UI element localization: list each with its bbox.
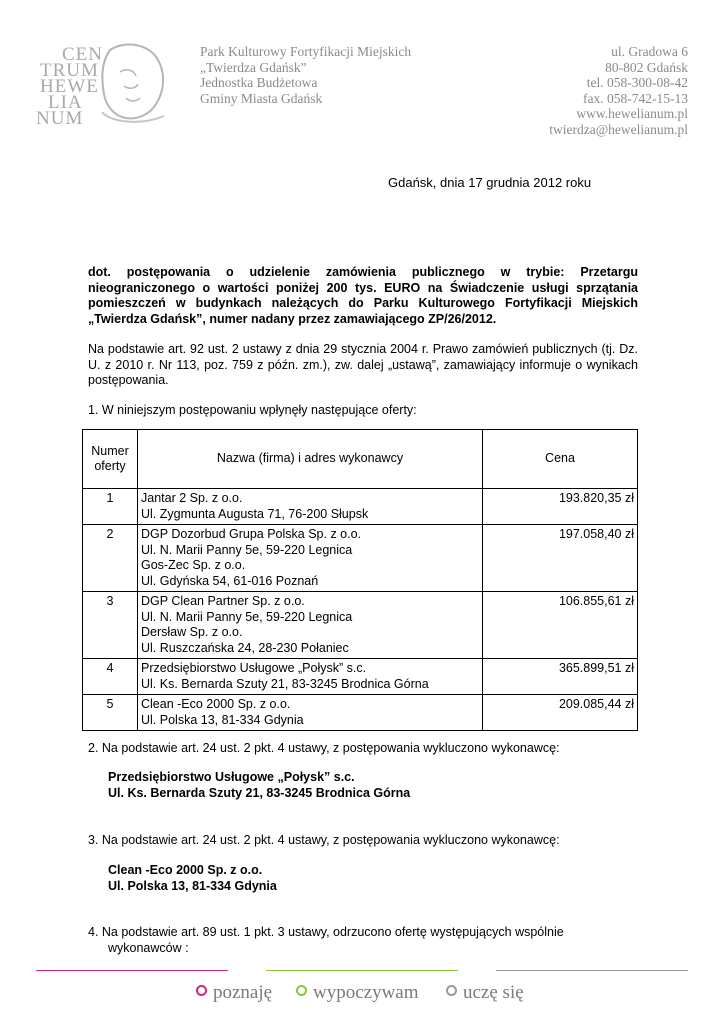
contractor-line: Jantar 2 Sp. z o.o.: [141, 491, 243, 505]
offer-number: 4: [83, 659, 138, 695]
footer-line-gray: [496, 970, 688, 971]
contractor-line: Ul. Ks. Bernarda Szuty 21, 83-3245 Brodnica Górna: [141, 676, 429, 691]
header-offer-number: [83, 430, 138, 489]
table-row: [83, 659, 638, 695]
green-dot-icon: [296, 985, 307, 996]
offer-contractor: [138, 489, 483, 525]
header-fax: fax. 058-742-15-13: [583, 90, 688, 106]
point-4-line-2: wykonawców :: [108, 941, 189, 955]
header-left-line: Park Kulturowy Fortyfikacji Miejskich: [200, 44, 412, 59]
offer-number: 1: [83, 489, 138, 525]
footer-line-pink: [36, 970, 228, 971]
logo-line-2: TRUM: [40, 60, 99, 81]
contractor-line: Ul. N. Marii Panny 5e, 59-220 Legnica: [141, 609, 353, 624]
excluded-contractor-1-address: Ul. Ks. Bernarda Szuty 21, 83-3245 Brodnica Górna: [108, 786, 411, 800]
offer-price: 365.899,51 zł: [483, 659, 638, 695]
offer-number: 2: [83, 525, 138, 592]
header-institution: [200, 44, 411, 106]
contractor-line: Ul. Ruszczańska 24, 28-230 Połaniec: [141, 640, 349, 655]
header-num-line: oferty: [94, 459, 126, 473]
point-2: 2. Na podstawie art. 24 ust. 2 pkt. 4 ustawy, z postępowania wykluczono wykonawcę:: [88, 741, 560, 755]
offer-contractor: [138, 592, 483, 659]
contractor-line: Ul. Polska 13, 81-334 Gdynia: [141, 712, 304, 727]
header-num-line: Numer: [91, 443, 129, 458]
excluded-contractor-2-name: Clean -Eco 2000 Sp. z o.o.: [108, 863, 263, 877]
gray-dot-icon: [446, 985, 457, 996]
header-left-line: Gminy Miasta Gdańsk: [200, 90, 323, 106]
header-phone: tel. 058-300-08-42: [586, 75, 688, 90]
offer-number: 3: [83, 592, 138, 659]
logo-line-3: HEWE: [40, 76, 99, 97]
offers-table: [82, 429, 638, 731]
point-3: 3. Na podstawie art. 24 ust. 2 pkt. 4 ustawy, z postępowania wykluczono wykonawcę:: [88, 833, 560, 847]
footer-poznaje: [196, 982, 272, 1004]
document-date: Gdańsk, dnia 17 grudnia 2012 roku: [388, 175, 592, 190]
header-contact: [549, 44, 688, 137]
pink-dot-icon: [196, 985, 207, 996]
header-price: Cena: [483, 430, 638, 489]
contractor-line: Ul. N. Marii Panny 5e, 59-220 Legnica: [141, 542, 353, 557]
header-address: ul. Gradowa 6: [611, 44, 688, 59]
contractor-line: Gos-Zec Sp. z o.o.: [141, 558, 246, 572]
point-4-line-1: 4. Na podstawie art. 89 ust. 1 pkt. 3 ustawy, odrzucono ofertę występujących wspólnie: [88, 925, 564, 939]
offer-contractor: [138, 525, 483, 592]
footer-line-green: [266, 970, 458, 971]
header-left-line: „Twierdza Gdańsk”: [200, 59, 307, 75]
contractor-line: Clean -Eco 2000 Sp. z o.o.: [141, 697, 291, 711]
point-1: 1. W niniejszym postępowaniu wpłynęły następujące oferty:: [88, 403, 417, 417]
offer-price: 209.085,44 zł: [483, 695, 638, 731]
offer-contractor: [138, 659, 483, 695]
footer-wypoczywam-label: wypoczywam: [313, 982, 419, 1003]
header-left-line: Jednostka Budżetowa: [200, 75, 318, 90]
footer-poznaje-label: poznaję: [213, 982, 273, 1003]
table-row: [83, 695, 638, 731]
table-row: [83, 525, 638, 592]
contractor-line: Dersław Sp. z o.o.: [141, 625, 243, 639]
header-website: www.hewelianum.pl: [576, 106, 688, 121]
contractor-line: Przedsiębiorstwo Usługowe „Połysk” s.c.: [141, 661, 367, 675]
contractor-line: DGP Clean Partner Sp. z o.o.: [141, 594, 305, 608]
header-email: twierdza@hewelianum.pl: [549, 121, 688, 137]
offer-price: 193.820,35 zł: [483, 489, 638, 525]
offer-contractor: [138, 695, 483, 731]
offer-number: 5: [83, 695, 138, 731]
table-row: [83, 592, 638, 659]
contractor-line: Ul. Zygmunta Augusta 71, 76-200 Słupsk: [141, 506, 369, 521]
offer-price: 197.058,40 zł: [483, 525, 638, 592]
footer-ucze-sie-label: uczę się: [463, 982, 524, 1003]
table-row: [83, 489, 638, 525]
excluded-contractor-2-address: Ul. Polska 13, 81-334 Gdynia: [108, 879, 277, 893]
logo-line-5: NUM: [36, 108, 84, 129]
footer-ucze-sie: [446, 982, 524, 1004]
footer-wypoczywam: [296, 982, 419, 1004]
subject-paragraph: dot. postępowania o udzielenie zamówienia publicznego w trybie: Przetargu nieograniczonego o wartości poniżej 200 tys. EURO na Świadczenie usługi sprzątania pomieszczeń w budynkach należących do Parku Kulturowego Fortyfikacji Miejskich „Twierdza Gdańsk”, numer nadany przez zamawiającego ZP/26/2012.: [88, 265, 638, 326]
contractor-line: Ul. Gdyńska 54, 61-016 Poznań: [141, 573, 319, 588]
logo-line-1: CEN: [62, 44, 103, 65]
logo-line-4: LIA: [48, 92, 83, 113]
header-contractor-name: Nazwa (firma) i adres wykonawcy: [138, 430, 483, 489]
offer-price: 106.855,61 zł: [483, 592, 638, 659]
excluded-contractor-1-name: Przedsiębiorstwo Usługowe „Połysk” s.c.: [108, 770, 355, 784]
contractor-line: DGP Dozorbud Grupa Polska Sp. z o.o.: [141, 527, 362, 541]
table-header-row: [83, 430, 638, 489]
header-postcode: 80-802 Gdańsk: [605, 59, 688, 75]
intro-paragraph: Na podstawie art. 92 ust. 2 ustawy z dnia 29 stycznia 2004 r. Prawo zamówień publicznych (tj. Dz. U. z 2010 r. Nr 113, poz. 759 z późn. zm.), zw. dalej „ustawą”, zamawiający informuje o wynikach postępowania.: [88, 342, 638, 387]
logo: [32, 44, 172, 129]
